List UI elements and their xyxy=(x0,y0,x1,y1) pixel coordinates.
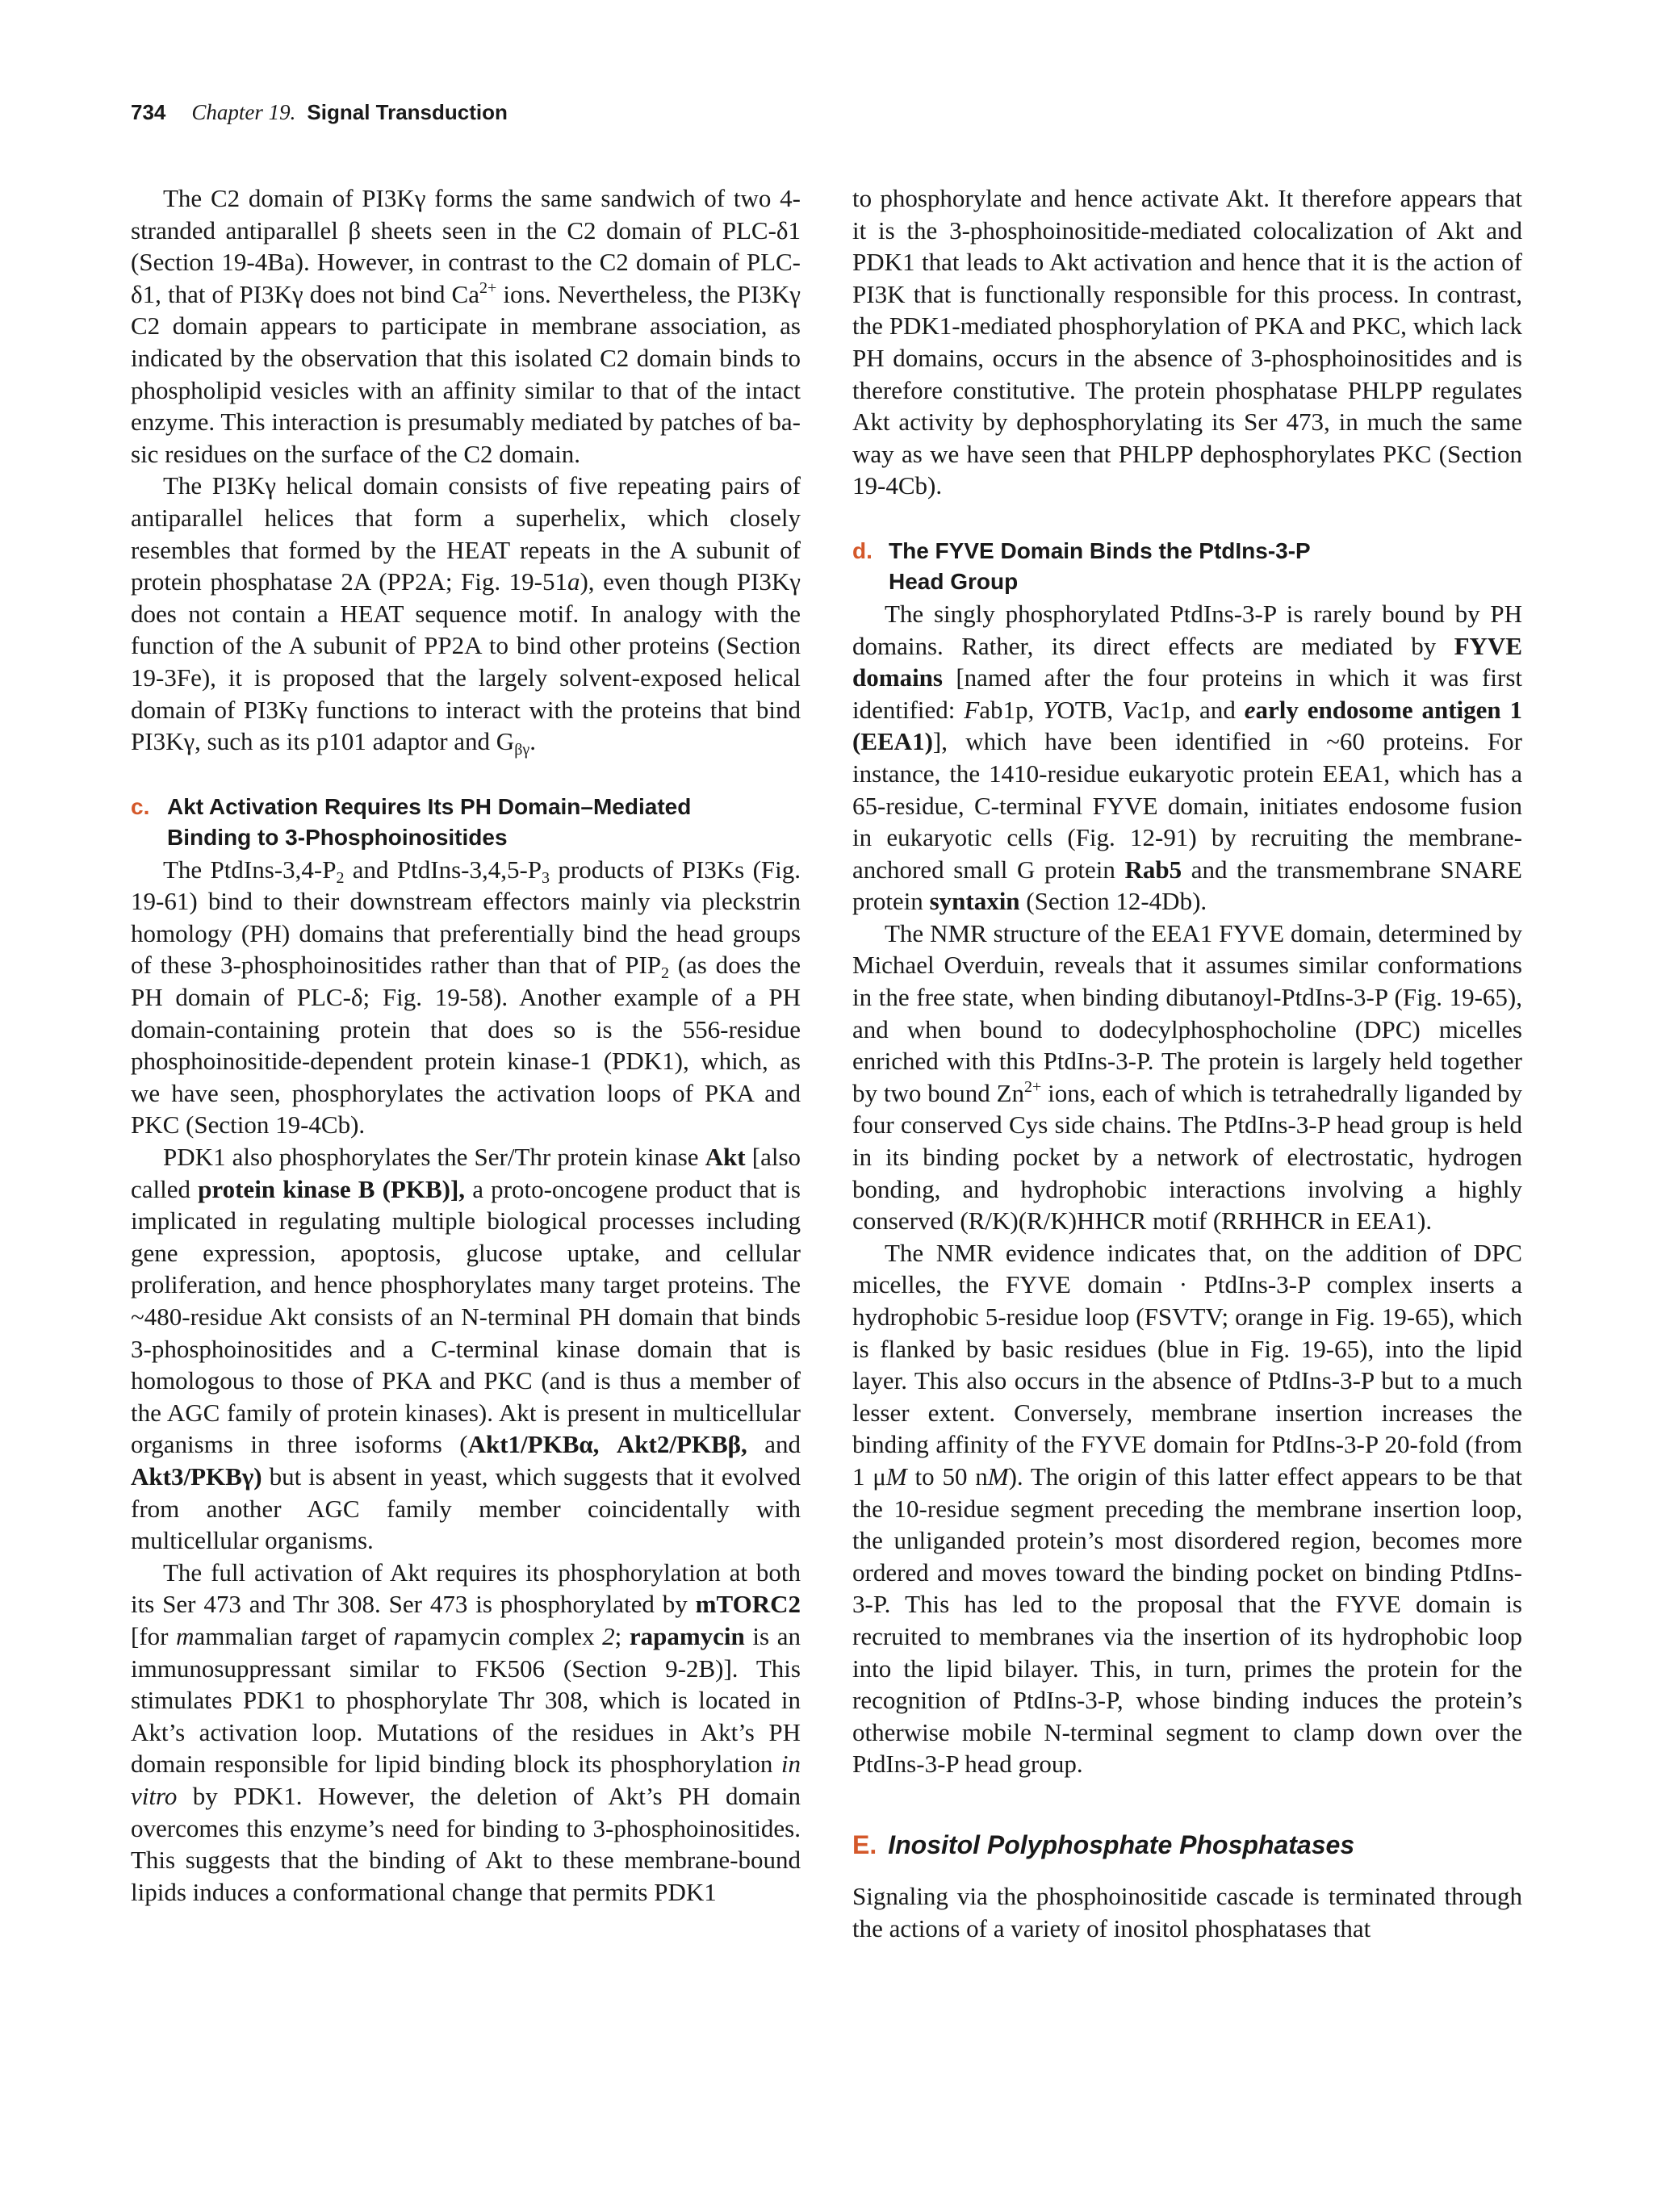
running-header xyxy=(131,100,508,132)
paragraph-ptdins-products: The PtdIns-$3,4-P_2$ and PtdIns-$3,4,5-P_3$ products of PI3Ks (Fig. 19-61) bind to their downstream effectors mainly via pleckstrin homology (PH) domains that preferentially bind the head groups of these 3-phosphoinositides rather than that of $PIP_2$ (as does the PH domain of PLC-δ; Fig. 19-58). Another example of a PH domain-containing protein that does so is the 556-residue phosphoinositide-dependent protein kinase-1 (PDK1), which, as we have seen, phosphorylates the activation loops of PKA and PKC (Section 19-4Cb). xyxy=(131,855,801,1139)
chapter-label: Chapter 19. xyxy=(191,100,296,124)
right-column xyxy=(852,182,1522,1944)
section-heading-e xyxy=(852,1827,1522,1863)
paragraph-akt-activation: The full activation of Akt requires its phosphorylation at both its Ser 473 and Thr 308. Ser 473 is phosphorylated by mTORC2 [for mammalian target of rapamycin complex 2; rapamycin is an immunosuppressant similar to FK506 (Section 9-2B)]. This stimulates PDK1 to phosphorylate Thr 308, which is located in Akt’s activation loop. Mutations of the residues in Akt’s PH domain responsible for lipid binding block its phosphorylation in vitro by PDK1. However, the deletion of Akt’s PH domain overcomes this enzyme’s need for binding to 3-phosphoinositides. This suggests that the binding of Akt to these membrane-bound lipids induces a conformational change that permits PDK1 xyxy=(131,1558,801,1906)
paragraph-nmr-structure: The NMR structure of the EEA1 FYVE domain, determined by Michael Overduin, reveals that it assumes similar conformations in the free state, when binding dibutanoyl-PtdIns-3-P (Fig. 19-65), and when bound to dodecylphosphocholine (DPC) micelles enriched with this PtdIns-3-P. The protein is largely held together by two bound $Zn^{2+}$ ions, each of which is tetrahedrally liganded by four conserved Cys side chains. The PtdIns-3-P head group is held in its binding pocket by a network of electrostatic, hydrogen bonding, and hydrophobic interactions involving a highly conserved (R/K)(R/K)HHCR motif (RRHHCR in EEA1). xyxy=(852,918,1523,1236)
subsection-letter: d. xyxy=(852,537,873,563)
paragraph-akt: PDK1 also phosphorylates the Ser/Thr protein kinase Akt [also called protein kinase B (PKB)], a proto-oncogene product that is implicated in regulating multiple biological processes including gene expression, apoptosis, glucose uptake, and cellular proliferation, and hence phosphorylates many target proteins. The ~480-residue Akt consists of an N-terminal PH domain that binds 3-phosphoinositides and a C-terminal kinase domain that is homologous to those of PKA and PKC (and is thus a member of the AGC family of protein kinases). Akt is present in multicellular organisms in three isoforms (Akt1/PKBα, Akt2/PKBβ, and Akt3/PKBγ) but is absent in yeast, which suggests that it evolved from another AGC family member coincidentally with multicellular organisms. xyxy=(131,1143,801,1555)
paragraph-signaling: Signaling via the phosphoinositide cascade is terminated through the actions of a variety of inositol phosphatases that xyxy=(852,1881,1522,1942)
section-title: Inositol Polyphosphate Phosphatases xyxy=(888,1829,1355,1859)
paragraph-nmr-evidence: The NMR evidence indicates that, on the addition of DPC micelles, the FYVE domain · PtdIns-3-P complex inserts a hydrophobic 5-residue loop (FSVTV; orange in Fig. 19-65), which is flanked by basic residues (blue in Fig. 19-65), into the lipid layer. This also occurs in the absence of PtdIns-3-P but to a much lesser extent. Conversely, membrane insertion increases the binding affinity of the FYVE domain for PtdIns-3-P 20-fold (from 1 μM to 50 nM). The origin of this latter effect appears to be that the 10-residue segment preceding the membrane insertion loop, the unliganded protein’s most disordered region, becomes more ordered and moves toward the binding pocket on binding PtdIns-3-P. This has led to the proposal that the FYVE domain is recruited to membranes via the insertion of its hydrophobic loop into the lipid bilayer. This, in turn, primes the protein for the recognition of PtdIns-3-P, whose binding induces the protein’s otherwise mobile N-terminal segment to clamp down over the PtdIns-3-P head group. xyxy=(852,1238,1522,1779)
subsection-heading-c: c. Akt Activation Requires Its PH Domain–Mediated Binding to 3-Phosphoinositides xyxy=(131,792,801,853)
left-column xyxy=(131,182,801,1908)
paragraph-c2-domain: The C2 domain of PI3Kγ forms the same sandwich of two 4-stranded antiparallel β sheets seen in the C2 domain of PLC-δ1 (Section 19-4Ba). However, in contrast to the C2 domain of PLC-δ1, that of PI3Kγ does not bind $Ca^{2+}$ ions. Nevertheless, the PI3Kγ C2 domain appears to participate in membrane association, as indicated by the observation that this isolated C2 domain binds to phospholipid vesicles with an affinity similar to that of the intact enzyme. This interaction is presumably mediated by patches of basic residues on the surface of the C2 domain. xyxy=(131,184,801,468)
paragraph-helical-domain: The PI3Kγ helical domain consists of five repeating pairs of antiparallel helices that form a superhelix, which closely resembles that formed by the HEAT repeats in the A subunit of protein phosphatase 2A (PP2A; Fig. 19-51a), even though PI3Kγ does not contain a HEAT sequence motif. In analogy with the function of the A subunit of PP2A to bind other proteins (Section 19-3Fe), it is proposed that the largely solvent-exposed helical domain of PI3Kγ functions to interact with the proteins that bind PI3Kγ, such as its p101 adaptor and $G_{\beta\gamma}$. xyxy=(131,471,801,759)
paragraph-continued: to phosphorylate and hence activate Akt. It therefore appears that it is the 3-phosphoinositide-mediated colocalization of Akt and PDK1 that leads to Akt activation and hence that it is the action of PI3K that is functionally responsible for this process. In contrast, the PDK1-mediated phosphorylation of PKA and PKC, which lack PH domains, occurs in the absence of 3-phosphoinositides and is therefore constitutive. The protein phosphatase PHLPP regulates Akt activity by dephosphorylating its Ser 473, in much the same way as we have seen that PHLPP dephosphorylates PKC (Section 19-4Cb). xyxy=(852,184,1522,500)
paragraph-fyve-domains: The singly phosphorylated PtdIns-3-P is rarely bound by PH domains. Rather, its direct effects are mediated by FYVE domains [named after the four proteins in which it was first identified: Fab1p, YOTB, Vac1p, and early endosome antigen 1 (EEA1)], which have been identified in ~60 proteins. For instance, the 1410-residue eukaryotic protein EEA1, which has a 65-residue, C-terminal FYVE domain, initiates endosome fusion in eukaryotic cells (Fig. 12-91) by recruiting the membrane-anchored small G protein Rab5 and the transmembrane SNARE protein syntaxin (Section 12-4Db). xyxy=(852,599,1523,916)
page-number: 734 xyxy=(131,100,166,124)
chapter-topic: Signal Transduction xyxy=(307,100,508,124)
section-letter: E. xyxy=(852,1829,877,1859)
subsection-letter: c. xyxy=(131,793,150,819)
subsection-heading-d: d. The FYVE Domain Binds the PtdIns-3-P Head Group xyxy=(852,536,1522,597)
